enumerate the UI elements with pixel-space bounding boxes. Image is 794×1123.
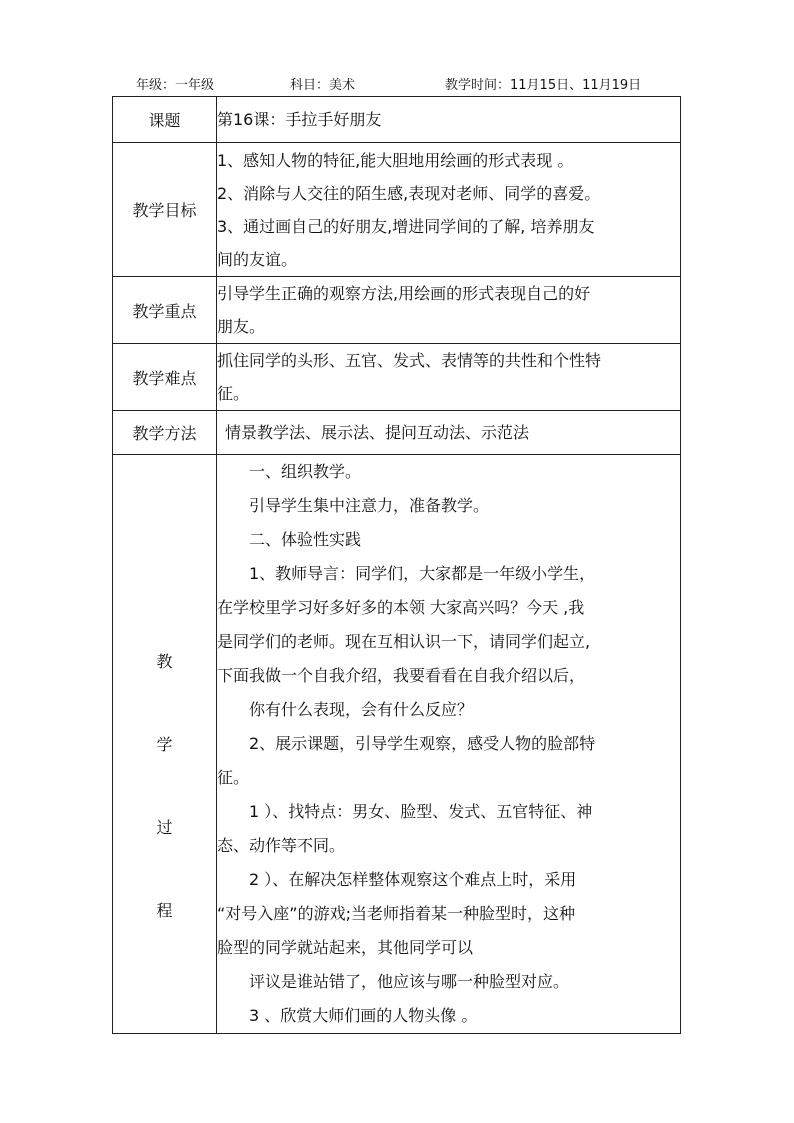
process-line: 你有什么表现，会有什么反应？ [249,700,474,719]
goal-item: 间的友谊。 [217,249,298,269]
process-line: 3 、欣赏大师们画的人物头像 。 [249,1006,478,1025]
teaching-time-label: 教学时间：11月15日、11月19日 [445,78,642,93]
process-line: 在学校里学习好多好多的本领 大家高兴吗？今天 ,我 [217,598,585,617]
process-label-char: 学 [156,734,173,754]
process-content [217,455,681,1034]
difficulty-label: 教学难点 [113,344,217,411]
process-line: 下面我做一个自我介绍，我要看看在自我介绍以后， [217,666,586,685]
goals-content [217,143,681,277]
topic-label: 课题 [113,97,217,143]
focus-line: 朋友。 [217,317,266,336]
method-text: 情景教学法、展示法、提问互动法、示范法 [217,411,681,455]
topic-text: 第16课：手拉手好朋友 [217,97,681,143]
grade-label: 年级：一年级 [136,78,215,93]
process-line: 脸型的同学就站起来，其他同学可以 [217,938,474,957]
topic-row [113,97,681,143]
process-line: 一、组织教学。 [249,462,362,481]
process-line: 2 ）、在解决怎样整体观察这个难点上时，采用 [249,870,577,889]
goal-item: 3、通过画自己的好朋友,增进同学间的了解, 培养朋友 [217,216,595,236]
process-line: 征。 [217,768,250,787]
process-line: 二、体验性实践 [249,530,362,549]
process-line: 1 ）、找特点：男女、脸型、发式、五官特征、神 [249,802,593,821]
method-label: 教学方法 [113,411,217,455]
process-line: 1、教师导言：同学们，大家都是一年级小学生， [249,564,596,583]
document-header [112,74,680,94]
goal-item: 1、感知人物的特征,能大胆地用绘画的形式表现 。 [217,150,574,170]
focus-line: 引导学生正确的观察方法,用绘画的形式表现自己的好 [217,284,591,303]
lesson-plan-table [112,96,681,1034]
process-line: 评议是谁站错了，他应该与哪一种脸型对应。 [249,972,570,991]
process-row [113,455,681,1034]
focus-label: 教学重点 [113,277,217,344]
goals-label: 教学目标 [113,143,217,277]
process-label-char: 教 [156,651,173,671]
process-line: 是同学们的老师。现在互相认识一下，请同学们起立, [217,632,591,651]
difficulty-content [217,344,681,411]
process-line: 态、动作等不同。 [217,836,346,855]
goals-row [113,143,681,277]
method-row [113,411,681,455]
process-label [113,455,217,1034]
goal-item: 2、消除与人交往的陌生感,表现对老师、同学的喜爱。 [217,183,601,203]
focus-row [113,277,681,344]
difficulty-line: 抓住同学的头形、五官、发式、表情等的共性和个性特 [217,351,602,370]
process-label-char: 程 [156,900,173,920]
process-line: 引导学生集中注意力，准备教学。 [249,496,490,515]
difficulty-row [113,344,681,411]
subject-label: 科目：美术 [290,78,356,93]
process-line: 2、展示课题，引导学生观察，感受人物的脸部特 [249,734,596,753]
process-label-char: 过 [156,817,173,837]
focus-content [217,277,681,344]
process-line: “对号入座”的游戏;当老师指着某一种脸型时，这种 [217,904,575,923]
difficulty-line: 征。 [217,384,250,403]
